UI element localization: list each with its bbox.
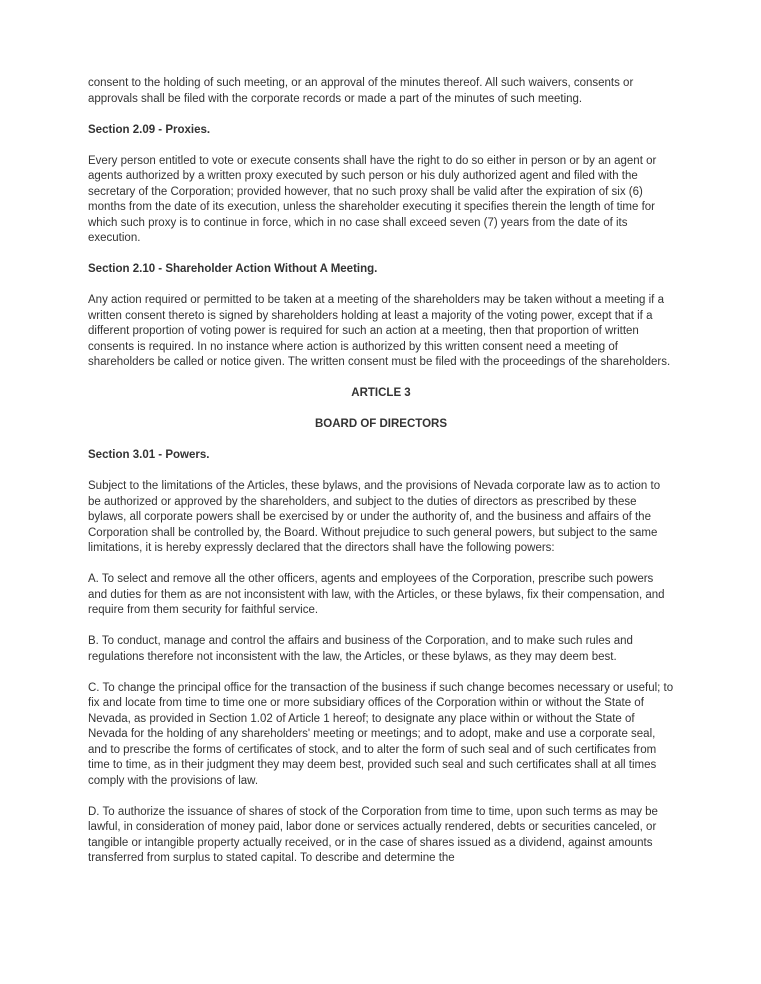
document-paragraph: Subject to the limitations of the Articles, these bylaws, and the provisions of Nevada corporate law as to action to be authorized or approved by the shareholders, and subject to the duties of directors as prescribed by these bylaws, all corporate powers shall be exercised by or under the authority of, and the business and affairs of the Corporation shall be controlled by, the Board. Without prejudice to such general powers, but subject to the same limitations, it is hereby expressly declared that the directors shall have the following powers:: [88, 480, 661, 554]
document-paragraph: B. To conduct, manage and control the affairs and business of the Corporation, and to make such rules and regulations therefore not inconsistent with the law, the Articles, or these bylaws, as they may deem best.: [88, 635, 633, 663]
centered-article-heading: BOARD OF DIRECTORS: [314, 418, 448, 430]
centered-article-heading: ARTICLE 3: [351, 387, 411, 399]
document-content: [88, 76, 674, 882]
document-paragraph: A. To select and remove all the other officers, agents and employees of the Corporation, prescribe such powers and duties for them as are not inconsistent with law, with the Articles, or these bylaws, fix their compensation, and require from them security for faithful service.: [88, 573, 665, 616]
section-heading: Section 2.09 - Proxies.: [88, 123, 211, 136]
document-paragraph: C. To change the principal office for the transaction of the business if such change becomes necessary or useful; to fix and locate from time to time one or more subsidiary offices of the Corporation within or without the State of Nevada, as provided in Section 1.02 of Article 1 hereof; to designate any place within or without the State of Nevada for the holding of any shareholders' meeting or meetings; and to adopt, make and use a corporate seal, and to prescribe the forms of certificates of stock, and to alter the form of such seal and of such certificates from time to time, as in their judgment they may deem best, provided such seal and such certificates shall at all times comply with the provisions of law.: [88, 681, 674, 787]
section-heading: Section 2.10 - Shareholder Action Without A Meeting.: [88, 263, 378, 275]
document-paragraph: Any action required or permitted to be taken at a meeting of the shareholders may be taken without a meeting if a written consent thereto is signed by shareholders holding at least a majority of the voting power, except that if a different proportion of voting power is required for such an action at a meeting, then that proportion of written consents is required. In no instance where action is authorized by this written consent need a meeting of shareholders be called or notice given. The written consent must be filed with the proceedings of the shareholders.: [88, 294, 671, 368]
section-heading: Section 3.01 - Powers.: [88, 449, 210, 461]
document-paragraph: D. To authorize the issuance of shares of stock of the Corporation from time to time, upon such terms as may be lawful, in consideration of money paid, labor done or services actually rendered, debts or securities canceled, or tangible or intangible property actually received, or in the case of shares issued as a dividend, against amounts transferred from surplus to stated capital. To describe and determine the: [88, 805, 658, 864]
document-paragraph: consent to the holding of such meeting, or an approval of the minutes thereof. All such waivers, consents or approvals shall be filed with the corporate records or made a part of the minutes of such meeting.: [88, 77, 634, 105]
document-paragraph: Every person entitled to vote or execute consents shall have the right to do so either in person or by an agent or agents authorized by a written proxy executed by such person or his duly authorized agent and filed with the secretary of the Corporation; provided however, that no such proxy shall be valid after the expiration of six (6) months from the date of its execution, unless the shareholder executing it specifies therein the length of time for which such proxy is to continue in force, which in no case shall exceed seven (7) years from the date of its execution.: [88, 154, 657, 244]
